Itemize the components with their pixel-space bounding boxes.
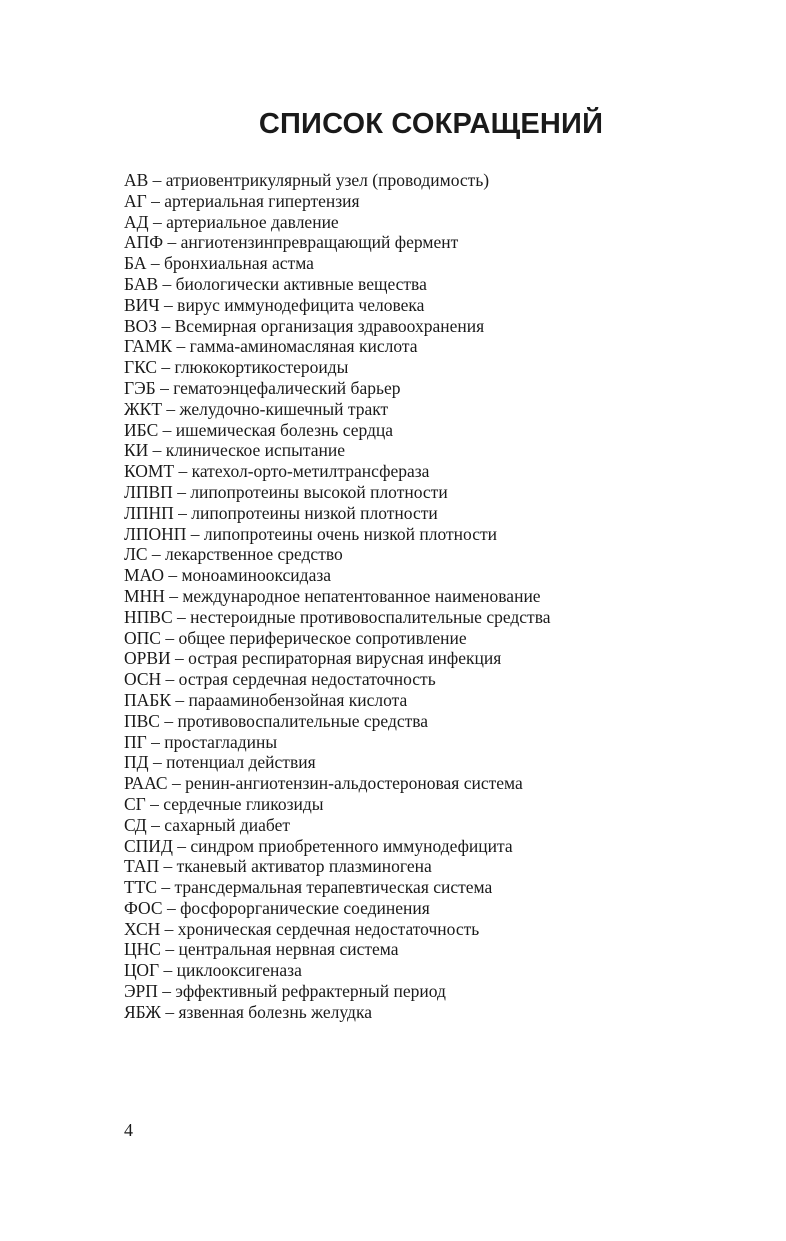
list-item: ПГ – простагладины xyxy=(124,731,278,752)
list-item: ТАП – тканевый активатор плазминогена xyxy=(124,856,432,877)
list-item: КОМТ – катехол-орто-метилтрансфераза xyxy=(124,461,430,482)
list-item: ЖКТ – желудочно-кишечный тракт xyxy=(124,398,389,419)
list-item: ЛС – лекарственное средство xyxy=(124,544,343,565)
list-item: ЦОГ – циклооксигеназа xyxy=(124,960,302,981)
list-item: ХСН – хроническая сердечная недостаточность xyxy=(124,918,480,939)
list-item: ЛПОНП – липопротеины очень низкой плотности xyxy=(124,523,497,544)
list-item: АПФ – ангиотензинпревращающий фермент xyxy=(124,232,459,253)
list-item: ТТС – трансдермальная терапевтическая система xyxy=(124,877,493,898)
page-title: СПИСОК СОКРАЩЕНИЙ xyxy=(258,108,604,140)
list-item: ЯБЖ – язвенная болезнь желудка xyxy=(124,1001,372,1022)
list-item: ГЭБ – гематоэнцефалический барьер xyxy=(124,377,401,398)
list-item: ЛПВП – липопротеины высокой плотности xyxy=(124,481,448,502)
list-item: АВ – атриовентрикулярный узел (проводимость) xyxy=(124,170,490,190)
list-item: ИБС – ишемическая болезнь сердца xyxy=(124,419,394,440)
list-item: РААС – ренин-ангиотензин-альдостероновая система xyxy=(124,773,523,794)
list-item: СГ – сердечные гликозиды xyxy=(124,793,324,814)
list-item: АД – артериальное давление xyxy=(124,211,339,232)
list-item: КИ – клиническое испытание xyxy=(124,440,346,461)
list-item: МАО – моноаминооксидаза xyxy=(124,565,332,586)
list-item: БАВ – биологически активные вещества xyxy=(124,273,427,294)
list-item: ОСН – острая сердечная недостаточность xyxy=(124,669,436,690)
list-item: МНН – международное непатентованное наименование xyxy=(124,585,541,606)
list-item: ОПС – общее периферическое сопротивление xyxy=(124,627,467,648)
list-item: ВИЧ – вирус иммунодефицита человека xyxy=(124,294,425,315)
page-number: 4 xyxy=(124,1120,133,1140)
list-item: ГАМК – гамма-аминомасляная кислота xyxy=(124,336,418,357)
list-item: АГ – артериальная гипертензия xyxy=(124,190,360,211)
list-item: ПАБК – парааминобензойная кислота xyxy=(124,689,408,710)
list-item: ПД – потенциал действия xyxy=(124,752,316,773)
list-item: СД – сахарный диабет xyxy=(124,814,291,835)
list-item: ВОЗ – Всемирная организация здравоохранения xyxy=(124,315,485,336)
list-item: БА – бронхиальная астма xyxy=(124,253,314,274)
list-item: НПВС – нестероидные противовоспалительные средства xyxy=(124,606,551,627)
list-item: ЦНС – центральная нервная система xyxy=(124,939,399,960)
list-item: ЭРП – эффективный рефрактерный период xyxy=(124,981,446,1002)
list-item: ОРВИ – острая респираторная вирусная инфекция xyxy=(124,648,502,669)
list-item: ЛПНП – липопротеины низкой плотности xyxy=(124,502,438,523)
abbreviation-list xyxy=(124,170,551,1023)
list-item: СПИД – синдром приобретенного иммунодефицита xyxy=(124,835,513,856)
list-item: ГКС – глюкокортикостероиды xyxy=(124,357,349,378)
list-item: ФОС – фосфорорганические соединения xyxy=(124,897,430,918)
list-item: ПВС – противовоспалительные средства xyxy=(124,710,429,731)
